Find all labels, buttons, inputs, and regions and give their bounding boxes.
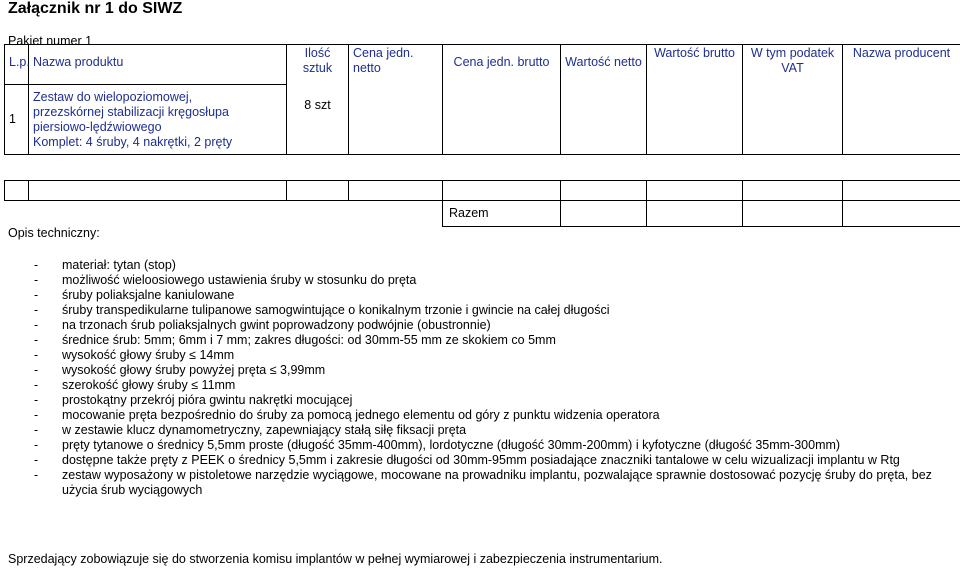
- spec-item: - na trzonach śrub poliaksjalnych gwint poprowadzony podwójnie (obustronnie): [30, 318, 950, 333]
- spec-item: - śruby transpedikularne tulipanowe samogwintujące o konikalnym trzonie i gwincie na całej długości: [30, 303, 950, 318]
- blank-cell: [29, 181, 287, 201]
- spacer-row: [5, 155, 960, 181]
- spec-item: - możliwość wieloosiowego ustawienia śruby w stosunku do pręta: [30, 273, 950, 288]
- spacer-cell: [443, 155, 561, 181]
- spacer-cell: [647, 155, 743, 181]
- row-nazwa-line: Zestaw do wielopoziomowej,: [33, 89, 193, 104]
- spec-item: - mocowanie pręta bezpośrednio do śruby za pomocą jednego elementu od góry z punktu widzenia operatora: [30, 408, 950, 423]
- spec-item: - średnice śrub: 5mm; 6mm i 7 mm; zakres długości: od 30mm-55 mm ze skokiem co 5mm: [30, 333, 950, 348]
- footer-note: Sprzedający zobowiązuje się do stworzenia komisu implantów w pełnej wymiarowej i zabezpieczenia instrumentarium.: [8, 552, 663, 566]
- header-nazwa: Nazwa produktu: [29, 45, 287, 85]
- blank-cell: [647, 181, 743, 201]
- document-title: Załącznik nr 1 do SIWZ: [8, 0, 183, 17]
- blank-cell: [443, 181, 561, 201]
- row-nazwa-line: piersiowo-lędźwiowego: [33, 119, 162, 134]
- header-cena-netto: Cena jedn. netto: [349, 45, 443, 155]
- razem-label: Razem: [443, 201, 561, 227]
- razem-cell: [647, 201, 743, 227]
- header-ilosc-label: Ilość sztuk: [302, 46, 333, 75]
- spacer-cell: [29, 155, 287, 181]
- row-lp: 1: [5, 85, 29, 155]
- header-wartosc-netto: Wartość netto: [561, 45, 647, 155]
- header-lp: L.p.: [5, 45, 29, 85]
- row-nazwa-line: Komplet: 4 śruby, 4 nakrętki, 2 pręty: [33, 134, 233, 149]
- opis-label: Opis techniczny:: [8, 226, 100, 240]
- spec-item: - materiał: tytan (stop): [30, 258, 950, 273]
- blank-cell: [743, 181, 843, 201]
- spacer-cell: [349, 155, 443, 181]
- row-nazwa-line: przezskórnej stabilizacji kręgosłupa: [33, 104, 229, 119]
- blank-cell: [349, 181, 443, 201]
- row-nazwa: [29, 85, 287, 155]
- spacer-cell: [287, 155, 349, 181]
- razem-cell: [561, 201, 647, 227]
- spec-item: - śruby poliaksjalne kaniulowane: [30, 288, 950, 303]
- spacer-cell: [561, 155, 647, 181]
- header-podatek: W tym podatek VAT: [743, 45, 843, 155]
- header-wartosc-brutto: Wartość brutto: [647, 45, 743, 155]
- spec-item: - prostokątny przekrój pióra gwintu nakrętki mocującej: [30, 393, 950, 408]
- blank-row: [5, 181, 960, 201]
- pakiet-label: Pakiet numer 1: [8, 34, 93, 48]
- spec-item: - szerokość głowy śruby ≤ 11mm: [30, 378, 950, 393]
- row-ilosc: 8 szt: [304, 98, 331, 112]
- blank-cell: [5, 181, 29, 201]
- razem-cell: [843, 201, 960, 227]
- spacer-cell: [743, 155, 843, 181]
- spec-item: - wysokość głowy śruby powyżej pręta ≤ 3,99mm: [30, 363, 950, 378]
- razem-row: [5, 201, 960, 227]
- blank-cell: [843, 181, 960, 201]
- blank-cell: [561, 181, 647, 201]
- header-producent: Nazwa producent: [843, 45, 960, 155]
- price-table: [4, 44, 960, 227]
- blank-cell: [287, 181, 349, 201]
- spacer-cell: [5, 155, 29, 181]
- header-ilosc: [287, 45, 349, 155]
- spec-item: - dostępne także pręty z PEEK o średnicy 5,5mm i zakresie długości od 30mm-95mm posiadające znaczniki tantalowe w celu wizualizacji implantu w Rtg: [30, 453, 950, 468]
- spec-item: - w zestawie klucz dynamometryczny, zapewniający stałą siłę fiksacji pręta: [30, 423, 950, 438]
- razem-empty: [5, 201, 443, 227]
- spec-list: [30, 258, 950, 498]
- spec-item: - wysokość głowy śruby ≤ 14mm: [30, 348, 950, 363]
- razem-cell: [743, 201, 843, 227]
- spec-item: - zestaw wyposażony w pistoletowe narzędzie wyciągowe, mocowane na prowadniku implantu, pozwalające sprawnie dostosować pozycję śruby do pręta, bez użycia śrub wyciągowych: [30, 468, 950, 498]
- header-cena-brutto: Cena jedn. brutto: [443, 45, 561, 155]
- spec-item: - pręty tytanowe o średnicy 5,5mm proste (długość 35mm-400mm), lordotyczne (długość 30mm-200mm) i kyfotyczne (długość 35mm-300mm): [30, 438, 950, 453]
- spacer-cell: [843, 155, 960, 181]
- table-header-row: [5, 45, 960, 85]
